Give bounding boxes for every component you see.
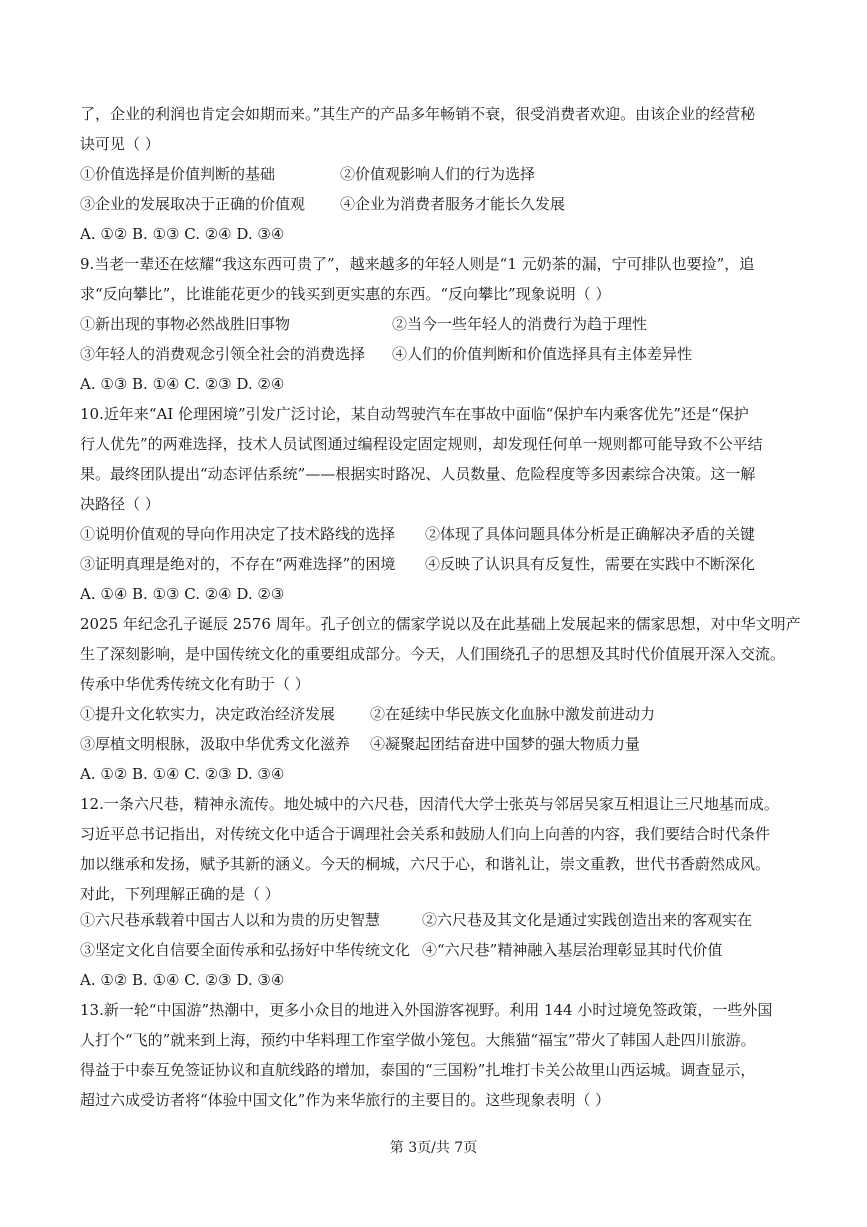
page-number: 第 3页/共 7页: [389, 1140, 478, 1156]
q11-stem-line-3: 传承中华优秀传统文化有助于（ ）: [80, 675, 310, 693]
q9-option-2: ②当今一些年轻人的消费行为趋于理性: [392, 315, 648, 333]
q8-option-3: ③企业的发展取决于正确的价值观: [80, 195, 306, 213]
q10-stem-line-1: 10.近年来“AI 伦理困境”引发广泛讨论，某自动驾驶汽车在事故中面临“保护车内乘客优先”还是“保护: [80, 405, 749, 423]
q12-stem-line-2: 习近平总书记指出，对传统文化中适合于调理社会关系和鼓励人们向上向善的内容，我们要结合时代条件: [80, 825, 771, 843]
q9-option-4: ④人们的价值判断和价值选择具有主体差异性: [392, 345, 693, 363]
q12-stem-line-1: 12.一条六尺巷，精神永流传。地处城中的六尺巷，因清代大学士张英与邻居吴家互相退让三尺地基而成。: [80, 795, 779, 813]
q11-answer-choices: A. ①② B. ①④ C. ②③ D. ③④: [80, 765, 285, 783]
q10-stem-line-3: 果。最终团队提出“动态评估系统”——根据实时路况、人员数量、危险程度等多因素综合决策。这一解: [80, 465, 756, 483]
q9-stem-line-1: 9.当老一辈还在炫耀“我这东西可贵了”，越来越多的年轻人则是“1 元奶茶的漏，宁可排队也要捡”，追: [80, 255, 755, 273]
q13-stem-line-2: 人打个“飞的”就来到上海，预约中华料理工作室学做小笼包。大熊猫“福宝”带火了韩国人赴四川旅游。: [80, 1031, 756, 1049]
q8-option-4: ④企业为消费者服务才能长久发展: [340, 195, 566, 213]
q11-option-3: ③厚植文明根脉，汲取中华优秀文化滋养: [80, 735, 351, 753]
q10-stem-line-4: 决路径（ ）: [80, 495, 160, 513]
q11-option-2: ②在延续中华民族文化血脉中激发前进动力: [370, 705, 656, 723]
q13-stem-line-1: 13.新一轮“中国游”热潮中，更多小众目的地进入外国游客视野。利用 144 小时过境免签政策，一些外国: [80, 1001, 773, 1019]
q11-stem-line-1: 2025 年纪念孔子诞辰 2576 周年。孔子创立的儒家学说以及在此基础上发展起来的儒家思想，对中华文明产: [80, 615, 801, 633]
q13-stem-line-4: 超过六成受访者将“体验中国文化”作为来华旅行的主要目的。这些现象表明（ ）: [80, 1091, 611, 1109]
q12-stem-line-3: 加以继承和发扬，赋予其新的涵义。今天的桐城，六尺于心，和谐礼让，崇文重教，世代书香蔚然成风。: [80, 855, 771, 873]
q8-answer-choices: A. ①② B. ①③ C. ②④ D. ③④: [80, 225, 285, 243]
q11-option-1: ①提升文化软实力，决定政治经济发展: [80, 705, 336, 723]
q8-option-2: ②价值观影响人们的行为选择: [340, 165, 536, 183]
q12-option-4: ④“六尺巷”精神融入基层治理彰显其时代价值: [422, 941, 723, 959]
q10-option-2: ②体现了具体问题具体分析是正确解决矛盾的关键: [425, 525, 756, 543]
q10-stem-line-2: 行人优先”的两难选择，技术人员试图通过编程设定固定规则，却发现任何单一规则都可能导致不公平结: [80, 435, 763, 453]
q8-option-1: ①价值选择是价值判断的基础: [80, 165, 276, 183]
q12-option-2: ②六尺巷及其文化是通过实践创造出来的客观实在: [422, 911, 753, 929]
q8-stem-line-2: 诀可见（ ）: [80, 135, 160, 153]
q13-stem-line-3: 得益于中泰互免签证协议和直航线路的增加，泰国的“三国粉”扎堆打卡关公故里山西运城。调查显示，: [80, 1061, 756, 1079]
q8-stem-line-1: 了，企业的利润也肯定会如期而来。”其生产的产品多年畅销不衰，很受消费者欢迎。由该企业的经营秘: [80, 105, 756, 123]
q11-option-4: ④凝聚起团结奋进中国梦的强大物质力量: [370, 735, 641, 753]
q11-stem-line-2: 生了深刻影响，是中国传统文化的重要组成部分。今天，人们围绕孔子的思想及其时代价值展开深入交流。: [80, 645, 786, 663]
q10-option-3: ③证明真理是绝对的，不存在“两难选择”的困境: [80, 555, 396, 573]
q9-stem-line-2: 求“反向攀比”，比谁能花更少的钱买到更实惠的东西。“反向攀比”现象说明（ ）: [80, 285, 611, 303]
q9-option-3: ③年轻人的消费观念引领全社会的消费选择: [80, 345, 366, 363]
q10-answer-choices: A. ①④ B. ①③ C. ②④ D. ②③: [80, 585, 285, 603]
q10-option-4: ④反映了认识具有反复性，需要在实践中不断深化: [425, 555, 756, 573]
q9-option-1: ①新出现的事物必然战胜旧事物: [80, 315, 291, 333]
q12-option-1: ①六尺巷承载着中国古人以和为贵的历史智慧: [80, 911, 381, 929]
q12-stem-line-4: 对此，下列理解正确的是（ ）: [80, 885, 280, 903]
q9-answer-choices: A. ①③ B. ①④ C. ②③ D. ②④: [80, 375, 285, 393]
q12-option-3: ③坚定文化自信要全面传承和弘扬好中华传统文化: [80, 941, 411, 959]
q12-answer-choices: A. ①② B. ①④ C. ②③ D. ③④: [80, 971, 285, 989]
q10-option-1: ①说明价值观的导向作用决定了技术路线的选择: [80, 525, 396, 543]
